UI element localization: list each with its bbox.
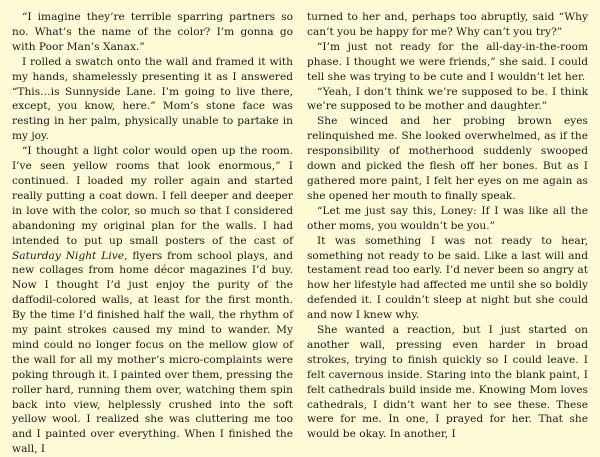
paragraph: It was something I was not ready to hear, something not ready to be said. Like a last will and testament read too early. I’d never been so angry at how her lifestyle had affected me until she so boldly defended it. I couldn’t sleep at night but she could and now I knew why. xyxy=(307,234,588,322)
right-column xyxy=(307,10,588,441)
show-title: Saturday Night Live xyxy=(12,249,124,262)
paragraph: “Yeah, I don’t think we’re supposed to be. I think we’re supposed to be mother and daughter.” xyxy=(307,85,588,113)
paragraph: “I thought a light color would open up the room. I’ve seen yellow rooms that look enormous,” I continued. I loaded my roller again and started really putting a coat down. I fell deeper and deeper in love with the color, so much so that I considered abandoning my original plan for the walls. I had intended to put up small posters of the cast of Saturday Night Live, flyers from school plays, and new collages from home décor magazines I’d buy. Now I thought I’d just enjoy the purity of the daffodil-colored walls, at least for the first month. By the time I’d finished half the wall, the rhythm of my paint strokes caused my mind to wander. My mind could no longer focus on the mellow glow of the wall for all my mother’s micro-complaints were poking through it. I painted over them, pressing the roller hard, running them over, watching them spin back into view, helplessly crushed into the soft yellow wool. I realized she was cluttering me too and I painted over everything. When I finished the wall, I xyxy=(12,145,294,456)
left-column xyxy=(12,10,294,456)
paragraph: I rolled a swatch onto the wall and framed it with my hands, shamelessly presenting it as I answered “This…is Sunnyside Lane. I’m going to live there, except, you know, here.” Mom’s stone face was resting in her palm, physically unable to partake in my joy. xyxy=(12,55,293,143)
gutter xyxy=(300,10,301,424)
paragraph: “I’m just not ready for the all-day-in-the-room phase. I thought we were friends,” she said. I could tell she was trying to be cute and I wouldn’t let her. xyxy=(307,40,588,83)
paragraph: turned to her and, perhaps too abruptly, said “Why can’t you be happy for me? Why can’t you try?” xyxy=(307,11,588,38)
paragraph: She wanted a reaction, but I just started on another wall, pressing even harder in broad strokes, trying to finish quickly so I could leave. I felt cavernous inside. Staring into the blank paint, I felt cathedrals build inside me. Knowing Mom loves cathedrals, I didn’t want her to see these. These were for me. In one, I prayed for her. That she would be okay. In another, I xyxy=(307,324,588,441)
paragraph: “I imagine they’re terrible sparring partners so no. What’s the name of the color? I’m gonna go with Poor Man’s Xanax.” xyxy=(12,11,293,53)
paragraph: She winced and her probing brown eyes relinquished me. She looked overwhelmed, as if the responsibility of motherhood suddenly swooped down and picked the flesh off her bones. But as I gathered more paint, I felt her eyes on me again as she opened her mouth to finally speak. xyxy=(307,115,588,202)
paragraph: “Let me just say this, Loney: If I was like all the other moms, you wouldn’t be you.” xyxy=(307,204,588,232)
